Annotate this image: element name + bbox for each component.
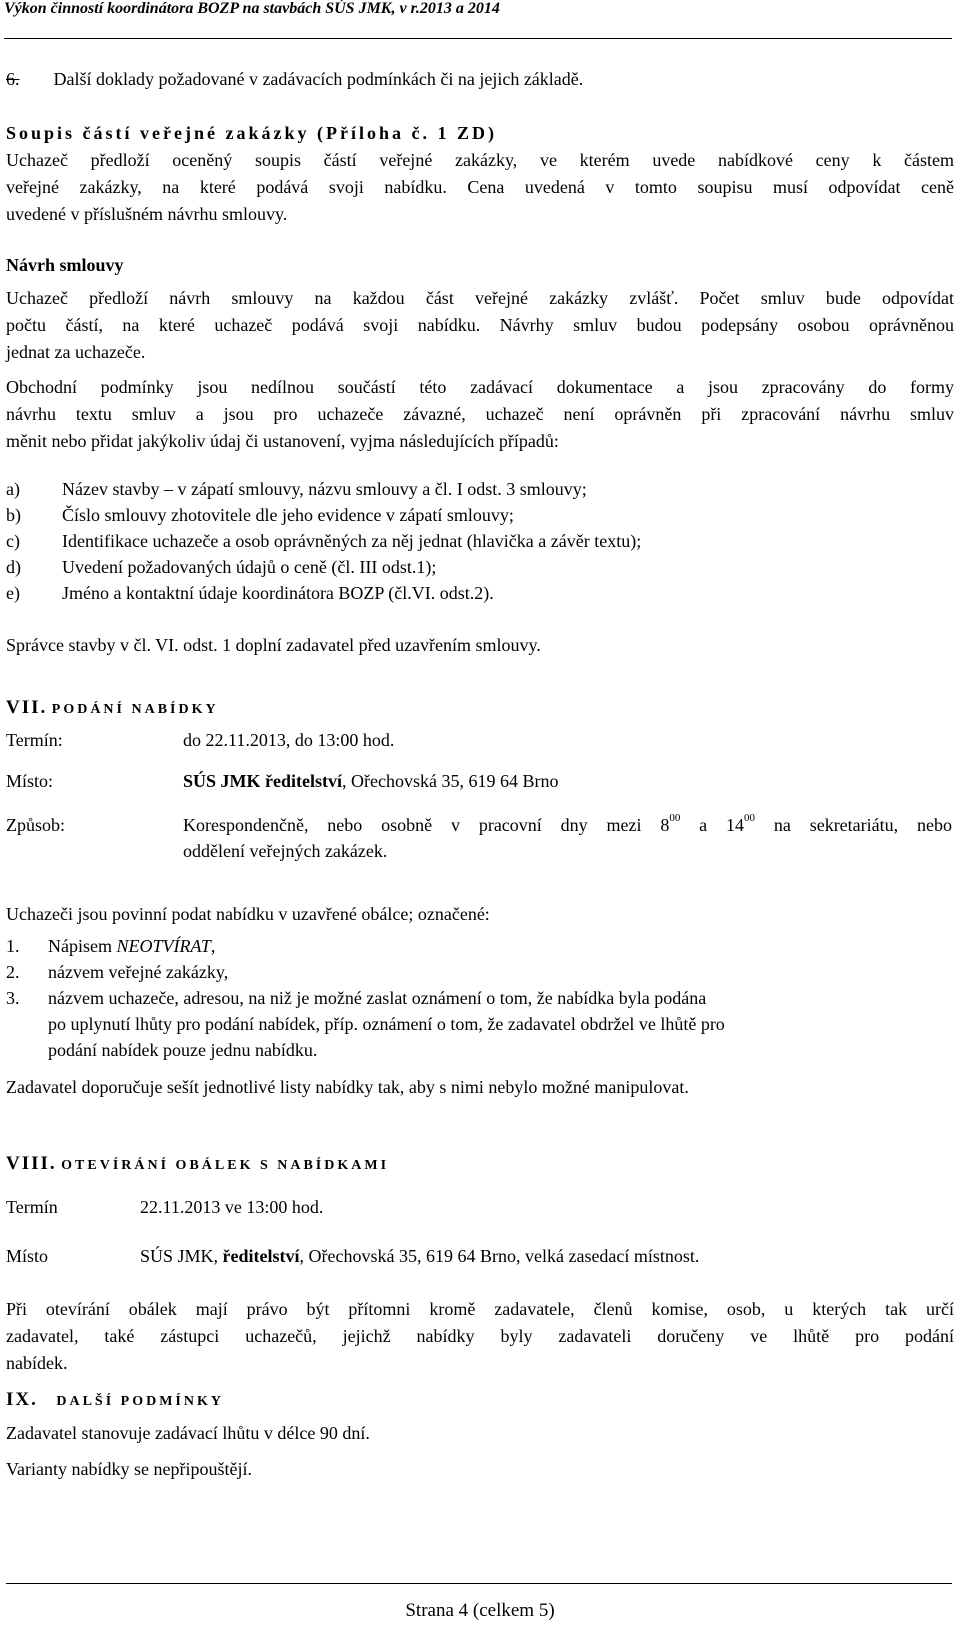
zpusob-line-2: oddělení veřejných zakázek. (183, 841, 388, 861)
termin-value: do 22.11.2013, do 13:00 hod. (183, 730, 395, 750)
misto-value: SÚS JMK ředitelství, Ořechovská 35, 619 64 Brno (183, 771, 559, 791)
section-8-title: OTEVÍRÁNÍ OBÁLEK S NABÍDKAMI (61, 1158, 390, 1173)
zpusob-line-1: Korespondenčně, nebo osobně v pracovní dny mezi $8^{00}$ a $14^{00}$ na sekretariátu, nebo (183, 812, 952, 835)
item-6-number: 6. (6, 69, 20, 89)
doporucuje-text: Zadavatel doporučuje sešít jednotlivé listy nabídky tak, aby s nimi nebylo možné manipulovat. (6, 1077, 689, 1097)
page-number: Strana 4 (celkem 5) (405, 1600, 555, 1621)
termin8-label: Termín (6, 1197, 58, 1217)
section-9-title: DALŠÍ PODMÍNKY (56, 1394, 224, 1409)
navrh-line-3: jednat za uchazeče. (6, 342, 146, 362)
item-6 (6, 66, 954, 93)
termin8-value: 22.11.2013 ve 13:00 hod. (140, 1197, 324, 1217)
section-9-number: IX. (6, 1389, 38, 1410)
otevirani-line-1: Při otevírání obálek mají právo být přítomni kromě zadavatele, členů komise, osob, u kterých tak určí (6, 1299, 954, 1319)
termin-label: Termín: (6, 730, 63, 750)
footer-rule (6, 1583, 952, 1584)
dalsi-line-1: Zadavatel stanovuje zadávací lhůtu v délce 90 dní. (6, 1423, 370, 1443)
otevirani-line-2: zadavatel, také zástupci uchazečů, jejichž nabídky byly zadavateli doručeny ve lhůtě pro podání (6, 1326, 954, 1346)
section-9-heading (6, 1386, 954, 1415)
obchodni-line-2: návrhu textu smluv a jsou pro uchazeče závazné, uchazeč není oprávněn při zpracování návrhu smluv (6, 404, 954, 424)
soupis-heading: Soupis částí veřejné zakázky (Příloha č. 1 ZD) (6, 123, 497, 143)
obchodni-line-1: Obchodní podmínky jsou nedílnou součástí této zadávací dokumentace a jsou zpracovány do formy (6, 377, 954, 397)
misto-label: Místo: (6, 771, 54, 791)
section-7-title: PODÁNÍ NABÍDKY (51, 702, 219, 717)
obchodni-line-3: měnit nebo přidat jakýkoliv údaj či ustanovení, vyjma následujících případů: (6, 431, 559, 451)
povinni-text: Uchazeči jsou povinní podat nabídku v uzavřené obálce; označené: (6, 904, 490, 924)
soupis-line-1: Uchazeč předloží oceněný soupis částí veřejné zakázky, ve kterém uvede nabídkové ceny k částem (6, 150, 954, 170)
section-8-number: VIII. (6, 1153, 57, 1174)
spravce-text: Správce stavby v čl. VI. odst. 1 doplní zadavatel před uzavřením smlouvy. (6, 635, 541, 655)
zpusob-label: Způsob: (6, 815, 66, 835)
soupis-line-3: uvedené v příslušném návrhu smlouvy. (6, 204, 288, 224)
navrh-line-2: počtu částí, na které uchazeč podává svoji nabídku. Návrhy smluv budou podepsány osobou oprávněnou (6, 315, 954, 335)
misto8-label: Místo (6, 1246, 49, 1266)
navrh-heading: Návrh smlouvy (6, 255, 124, 275)
soupis-line-2: veřejné zakázky, na které podává svoji nabídku. Cena uvedená v tomto soupisu musí odpovídat ceně (6, 177, 954, 197)
section-7-heading (6, 694, 954, 723)
navrh-line-1: Uchazeč předloží návrh smlouvy na každou část veřejné zakázky zvlášť. Počet smluv bude odpovídat (6, 288, 954, 308)
section-7-number: VII. (6, 697, 48, 718)
dalsi-line-2: Varianty nabídky se nepřipouštějí. (6, 1459, 252, 1479)
misto8-value: SÚS JMK, ředitelství, Ořechovská 35, 619 64 Brno, velká zasedací místnost. (140, 1246, 700, 1266)
header-title: Výkon činností koordinátora BOZP na stavbách SÚS JMK, v r.2013 a 2014 (4, 0, 500, 17)
item-6-text: Další doklady požadované v zadávacích podmínkách či na jejich základě. (53, 69, 584, 89)
otevirani-line-3: nabídek. (6, 1353, 68, 1373)
header-rule (4, 38, 952, 39)
section-8-heading (6, 1150, 954, 1179)
